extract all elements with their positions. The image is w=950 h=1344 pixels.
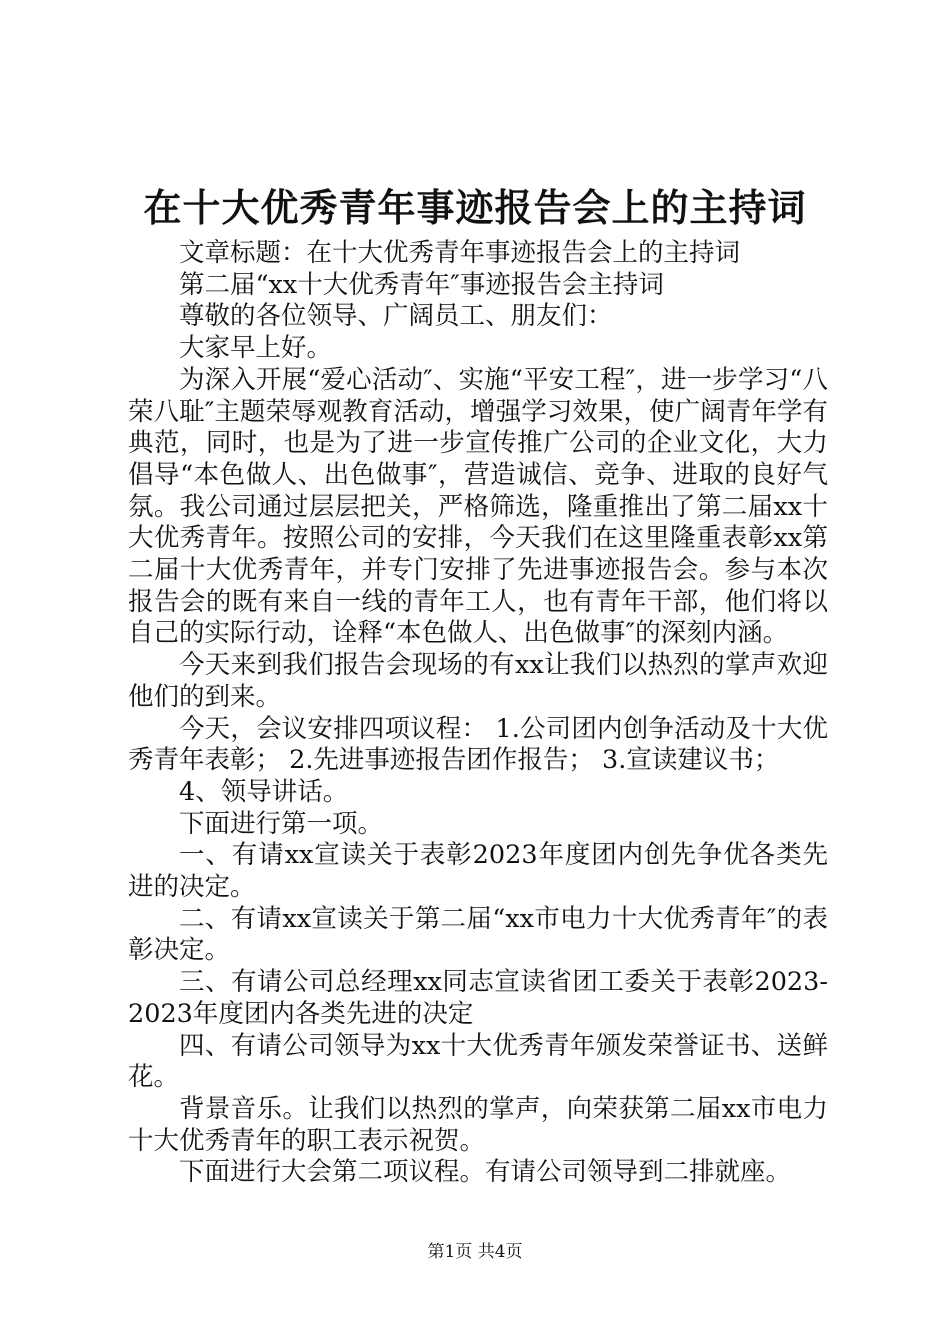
paragraph: 4、领导讲话。: [179, 776, 349, 807]
paragraph: 尊敬的各位领导、广阔员工、朋友们：: [179, 301, 613, 332]
paragraph: 背景音乐。让我们以热烈的掌声，向荣获第二届xx市电力十大优秀青年的职工表示祝贺。: [128, 1093, 828, 1156]
paragraph: 四、有请公司领导为xx十大优秀青年颁发荣誉证书、送鲜花。: [128, 1030, 828, 1093]
paragraph: 第二届“xx十大优秀青年″事迹报告会主持词: [179, 269, 664, 300]
paragraph: 下面进行大会第二项议程。有请公司领导到二排就座。: [179, 1157, 792, 1188]
paragraph: 下面进行第一项。: [179, 808, 384, 839]
paragraph: 今天，会议安排四项议程： 1.公司团内创争活动及十大优秀青年表彰； 2.先进事迹报告团作报告； 3.宣读建议书；: [128, 713, 828, 776]
page-number-footer: 第1页 共4页: [427, 1242, 523, 1262]
paragraph: 大家早上好。: [179, 333, 333, 364]
document-body: [128, 238, 828, 1189]
paragraph: 二、有请xx宣读关于第二届“xx市电力十大优秀青年″的表彰决定。: [128, 903, 828, 966]
paragraph: 一、有请xx宣读关于表彰2023年度团内创先争优各类先进的决定。: [128, 840, 828, 903]
paragraph: 文章标题：在十大优秀青年事迹报告会上的主持词: [179, 238, 741, 268]
paragraph: 为深入开展“爱心活动″、实施“平安工程″，进一步学习“八荣八耻″主题荣辱观教育活动，增强学习效果，使广阔青年学有典范，同时，也是为了进一步宣传推广公司的企业文化，大力倡导“本色做人、出色做事″，营造诚信、竞争、进取的良好气氛。我公司通过层层把关，严格筛选，隆重推出了第二届xx十大优秀青年。按照公司的安排，今天我们在这里隆重表彰xx第二届十大优秀青年，并专门安排了先进事迹报告会。参与本次报告会的既有来自一线的青年工人，也有青年干部，他们将以自己的实际行动，诠释“本色做人、出色做事″的深刻内涵。: [128, 364, 828, 649]
document-title: 在十大优秀青年事迹报告会上的主持词: [143, 185, 807, 230]
paragraph: 三、有请公司总经理xx同志宣读省团工委关于表彰2023-2023年度团内各类先进的决定: [128, 967, 828, 1029]
paragraph: 今天来到我们报告会现场的有xx让我们以热烈的掌声欢迎他们的到来。: [128, 650, 828, 712]
